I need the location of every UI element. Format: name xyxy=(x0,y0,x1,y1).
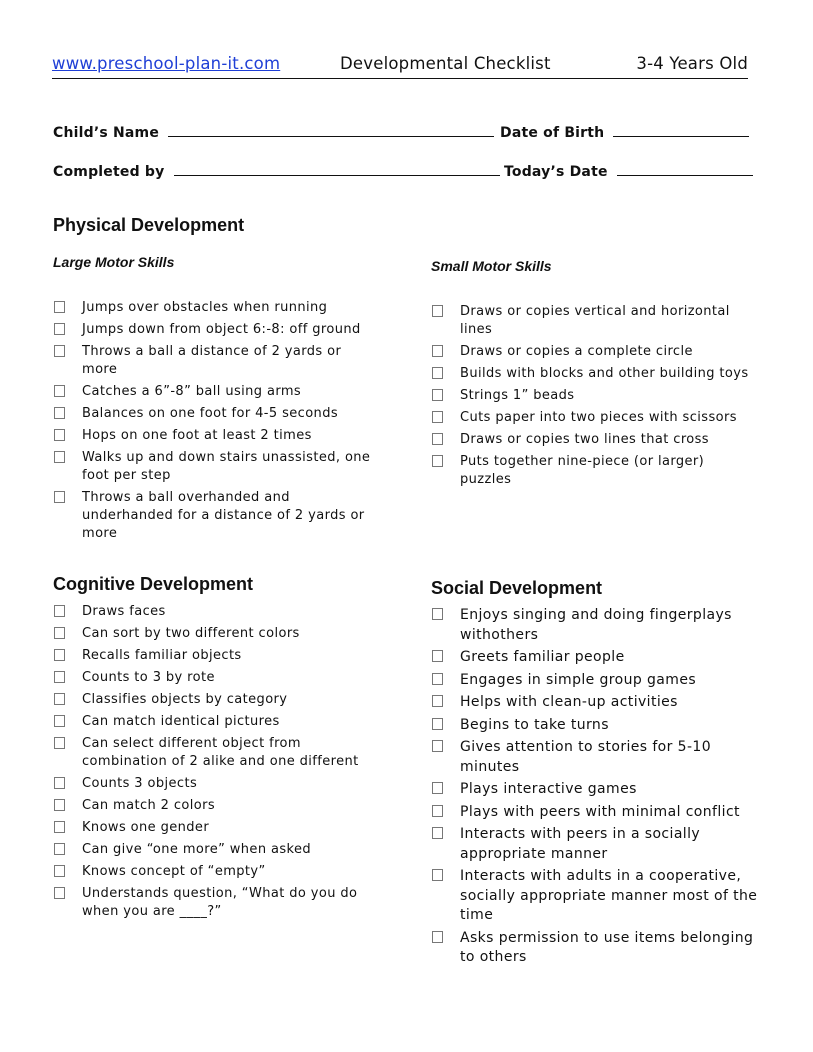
checkbox[interactable] xyxy=(432,673,443,685)
checkbox[interactable] xyxy=(432,695,443,707)
checkbox[interactable] xyxy=(432,740,443,752)
large-motor-item xyxy=(53,427,377,445)
checklist-item-label: Counts 3 objects xyxy=(82,776,198,791)
checkbox[interactable] xyxy=(54,491,65,503)
cognitive-item xyxy=(53,713,379,731)
checklist-item-label: Catches a 6”-8” ball using arms xyxy=(82,384,302,399)
checklist-item-label: Asks permission to use items belonging to others xyxy=(460,929,754,965)
cognitive-item xyxy=(53,735,379,771)
checkbox[interactable] xyxy=(54,843,65,855)
site-link[interactable]: www.preschool-plan-it.com xyxy=(52,54,281,73)
completed-by-label: Completed by xyxy=(53,164,165,180)
checkbox[interactable] xyxy=(54,407,65,419)
large-motor-item xyxy=(53,321,377,339)
checklist-item-label: Draws or copies vertical and horizontal lines xyxy=(460,304,730,337)
checklist-item-label: Recalls familiar objects xyxy=(82,648,242,663)
cognitive-item xyxy=(53,819,379,837)
small-motor-item xyxy=(431,453,753,489)
checklist-item-label: Enjoys singing and doing fingerplays withothers xyxy=(460,607,732,643)
cognitive-item xyxy=(53,885,379,921)
small-motor-item xyxy=(431,431,753,449)
checkbox[interactable] xyxy=(54,429,65,441)
checkbox[interactable] xyxy=(54,301,65,313)
child-name-label: Child’s Name xyxy=(53,125,160,141)
large-motor-title: Large Motor Skills xyxy=(53,254,175,270)
small-motor-title: Small Motor Skills xyxy=(431,258,552,274)
checklist-item-label: Can select different object from combination of 2 alike and one different xyxy=(82,736,359,769)
document-title: Developmental Checklist xyxy=(340,54,551,73)
checklist-item-label: Puts together nine-piece (or larger) puzzles xyxy=(460,454,705,487)
checklist-item-label: Walks up and down stairs unassisted, one foot per step xyxy=(82,450,371,483)
small-motor-item xyxy=(431,343,753,361)
checkbox[interactable] xyxy=(432,805,443,817)
checkbox[interactable] xyxy=(432,869,443,881)
social-item xyxy=(431,825,761,864)
checklist-item-label: Throws a ball overhanded and underhanded for a distance of 2 yards or more xyxy=(82,490,365,541)
large-motor-item xyxy=(53,299,377,317)
checkbox[interactable] xyxy=(432,345,443,357)
checklist-item-label: Can match 2 colors xyxy=(82,798,216,813)
checkbox[interactable] xyxy=(54,887,65,899)
checklist-item-label: Can sort by two different colors xyxy=(82,626,300,641)
checkbox[interactable] xyxy=(432,367,443,379)
checklist-item-label: Interacts with adults in a cooperative, socially appropriate manner most of the time xyxy=(460,868,758,923)
cognitive-item xyxy=(53,775,379,793)
checklist-item-label: Cuts paper into two pieces with scissors xyxy=(460,410,737,425)
small-motor-item xyxy=(431,387,753,405)
checklist-item-label: Gives attention to stories for 5-10 minutes xyxy=(460,739,712,775)
page-header xyxy=(52,54,748,79)
social-item xyxy=(431,606,761,645)
social-item xyxy=(431,803,761,823)
checklist-item-label: Hops on one foot at least 2 times xyxy=(82,428,312,443)
checkbox[interactable] xyxy=(432,827,443,839)
checkbox[interactable] xyxy=(432,389,443,401)
checklist-item-label: Throws a ball a distance of 2 yards or more xyxy=(82,344,342,377)
checkbox[interactable] xyxy=(54,649,65,661)
today-field[interactable] xyxy=(617,162,753,176)
cognitive-item xyxy=(53,625,379,643)
physical-title: Physical Development xyxy=(53,215,245,235)
social-item xyxy=(431,867,761,926)
checkbox[interactable] xyxy=(54,451,65,463)
checkbox[interactable] xyxy=(432,433,443,445)
cognitive-item xyxy=(53,603,379,621)
checklist-item-label: Begins to take turns xyxy=(460,716,609,733)
dob-field[interactable] xyxy=(613,123,749,137)
checkbox[interactable] xyxy=(54,693,65,705)
checkbox[interactable] xyxy=(54,737,65,749)
small-motor-item xyxy=(431,303,753,339)
checkbox[interactable] xyxy=(54,323,65,335)
child-name-field[interactable] xyxy=(168,123,494,137)
large-motor-list xyxy=(53,299,377,547)
large-motor-item xyxy=(53,343,377,379)
large-motor-item xyxy=(53,383,377,401)
checkbox[interactable] xyxy=(54,605,65,617)
small-motor-list xyxy=(431,303,753,493)
checklist-item-label: Draws faces xyxy=(82,604,166,619)
checkbox[interactable] xyxy=(54,821,65,833)
cognitive-list xyxy=(53,603,379,925)
checklist-item-label: Plays interactive games xyxy=(460,781,637,797)
checklist-item-label: Balances on one foot for 4-5 seconds xyxy=(82,406,339,421)
checkbox[interactable] xyxy=(432,608,443,620)
social-item xyxy=(431,738,761,777)
checklist-item-label: Knows one gender xyxy=(82,820,210,835)
checklist-item-label: Draws or copies a complete circle xyxy=(460,344,693,359)
checklist-item-label: Jumps over obstacles when running xyxy=(82,300,328,315)
checklist-item-label: Strings 1” beads xyxy=(460,388,575,403)
checklist-item-label: Can match identical pictures xyxy=(82,714,280,729)
checkbox[interactable] xyxy=(54,777,65,789)
checklist-item-label: Builds with blocks and other building toys xyxy=(460,366,749,381)
cognitive-title: Cognitive Development xyxy=(53,574,254,594)
completed-by-row xyxy=(53,162,500,180)
checkbox[interactable] xyxy=(54,715,65,727)
social-item xyxy=(431,780,761,800)
checkbox[interactable] xyxy=(432,931,443,943)
checklist-item-label: Greets familiar people xyxy=(460,649,625,665)
cognitive-item xyxy=(53,863,379,881)
dob-row xyxy=(500,123,749,141)
social-list xyxy=(431,606,761,971)
cognitive-item xyxy=(53,841,379,859)
checklist-item-label: Interacts with peers in a socially appropriate manner xyxy=(460,826,701,862)
social-item xyxy=(431,671,761,691)
cognitive-item xyxy=(53,647,379,665)
checkbox[interactable] xyxy=(54,385,65,397)
checkbox[interactable] xyxy=(54,627,65,639)
checkbox[interactable] xyxy=(54,799,65,811)
checkbox[interactable] xyxy=(432,305,443,317)
checklist-item-label: Classifies objects by category xyxy=(82,692,288,707)
checklist-item-label: Engages in simple group games xyxy=(460,671,697,688)
social-item xyxy=(431,716,761,736)
checkbox[interactable] xyxy=(54,671,65,683)
child-name-row xyxy=(53,123,494,141)
small-motor-item xyxy=(431,365,753,383)
small-motor-item xyxy=(431,409,753,427)
checklist-item-label: Jumps down from object 6:-8: off ground xyxy=(82,322,361,337)
checklist-item-label: Plays with peers with minimal conflict xyxy=(460,803,740,820)
cognitive-item xyxy=(53,691,379,709)
social-item xyxy=(431,929,761,968)
social-item xyxy=(431,648,761,668)
checklist-item-label: Draws or copies two lines that cross xyxy=(460,432,709,447)
checklist-item-label: Helps with clean-up activities xyxy=(460,694,678,710)
large-motor-item xyxy=(53,449,377,485)
checklist-item-label: Understands question, “What do you do when you are ____?” xyxy=(82,886,358,919)
checklist-item-label: Counts to 3 by rote xyxy=(82,670,215,685)
age-range: 3-4 Years Old xyxy=(636,54,748,73)
checklist-item-label: Can give “one more” when asked xyxy=(82,842,312,857)
today-label: Today’s Date xyxy=(504,164,608,180)
checkbox[interactable] xyxy=(432,411,443,423)
checkbox[interactable] xyxy=(432,718,443,730)
checkbox[interactable] xyxy=(432,650,443,662)
social-title: Social Development xyxy=(431,578,603,598)
cognitive-item xyxy=(53,669,379,687)
checklist-item-label: Knows concept of “empty” xyxy=(82,864,266,879)
checkbox[interactable] xyxy=(432,782,443,794)
checkbox[interactable] xyxy=(432,455,443,467)
large-motor-item xyxy=(53,489,377,543)
today-row xyxy=(504,162,753,180)
social-item xyxy=(431,693,761,713)
large-motor-item xyxy=(53,405,377,423)
dob-label: Date of Birth xyxy=(500,125,605,141)
checkbox[interactable] xyxy=(54,345,65,357)
completed-by-field[interactable] xyxy=(174,162,500,176)
checkbox[interactable] xyxy=(54,865,65,877)
cognitive-item xyxy=(53,797,379,815)
